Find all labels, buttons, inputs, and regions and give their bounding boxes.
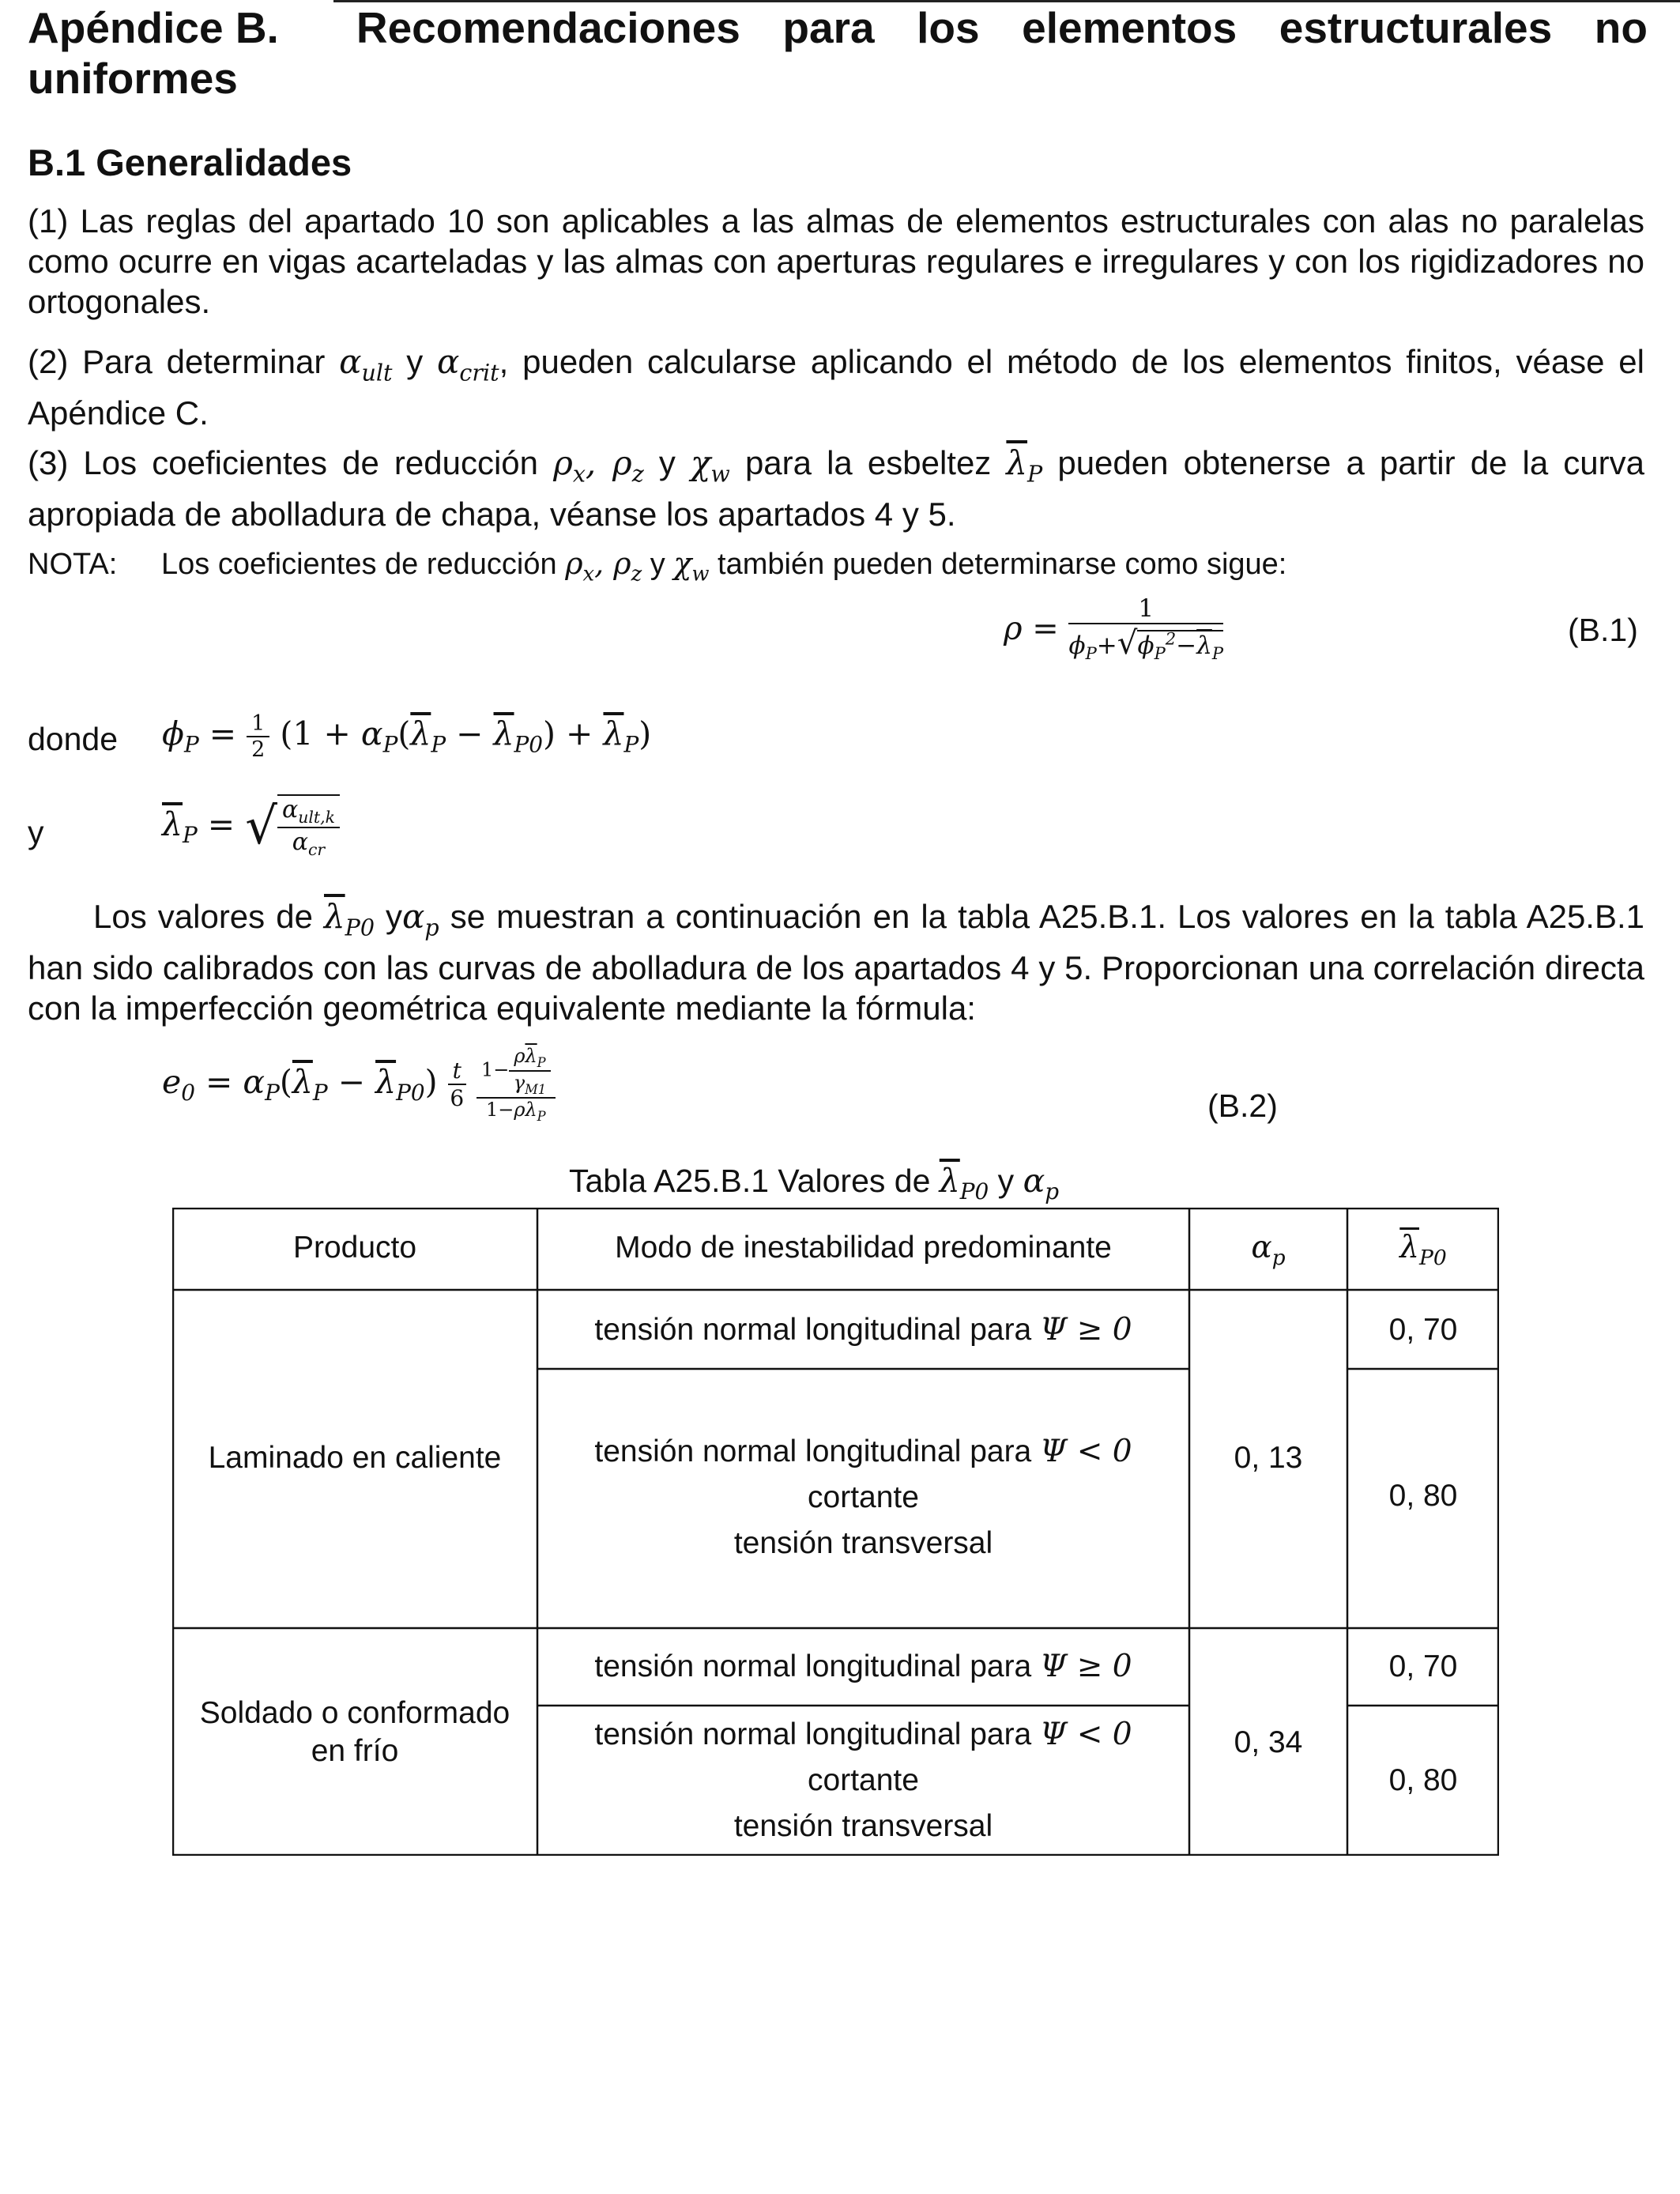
values-table — [172, 1208, 1499, 1856]
appendix-label: Apéndice B. — [28, 3, 279, 52]
paragraph-4: Los valores de $\overline{\lambda}_{P0}$ $y\alpha_p$ se muestran a continuación en la tabla A25.B.1. Los valores en la tabla A25.B.1 han sido calibrados con las curvas de abolladura de los apartados 4 y 5. Proporcionan una correlación directa con la imperfección geométrica equivalente mediante la fórmula: — [28, 897, 1645, 1027]
header-lambda: $\overline{\lambda}_{P0}$ — [1399, 1230, 1447, 1270]
y-label: y — [28, 814, 44, 850]
table-row: tensión normal longitudinal para Ψ ≥ 0 — [594, 1649, 1132, 1684]
header-mode: Modo de inestabilidad predominante — [615, 1231, 1112, 1265]
appendix-heading — [28, 2, 1648, 54]
lambda-value: 0, 70 — [1388, 1649, 1458, 1683]
table-row: tensión normal longitudinal para Ψ < 0 cortante tensión transversal — [594, 1434, 1132, 1560]
paragraph-2: (2) Para determinar $\alpha_{ult}$ y $\alpha_{crit}$, pueden calcularse aplicando el método de los elementos finitos, véase el Apéndice C. — [28, 342, 1644, 432]
formula-b2-number: (B.2) — [1207, 1088, 1278, 1124]
table-caption: Tabla A25.B.1 Valores de $\overline{\lambda}_{P0}$ y $\alpha_p$ — [569, 1162, 1060, 1205]
table-row: tensión normal longitudinal para Ψ < 0 cortante tensión transversal — [594, 1717, 1132, 1843]
paragraph-3: (3) Los coeficientes de reducción $\rho_x$, $\rho_z$ y $\chi_w$ para la esbeltez $\overline{\lambda}_P$ pueden obtenerse a partir de la curva apropiada de abolladura de chapa, véanse los apartados 4 y 5. — [28, 443, 1644, 533]
formula-phi: $\phi_P$ = $\frac{1}{2}$ $(1 + \alpha_P(\overline{\lambda}_P - \overline{\lambda}_{P0}) + \overline{\lambda}_P)$ — [162, 711, 652, 762]
nota-label: NOTA: — [28, 548, 118, 581]
table-row: tensión normal longitudinal para Ψ ≥ 0 — [594, 1312, 1132, 1348]
formula-b1: ρ = $\frac{1}{\phi_P+√\phi_P^2-\overline{\lambda}_P}$ — [1004, 594, 1224, 664]
nota: NOTA: Los coeficientes de reducción $\rho_x$, $\rho_z$ y $\chi_w$ también pueden determinarse como sigue: — [28, 546, 1287, 586]
paragraph-1: (1) Las reglas del apartado 10 son aplicables a las almas de elementos estructurales con alas no paralelas como ocurre en vigas acarteladas y las almas con aperturas regulares e irregulares y con los rigidizadores no ortogonales. — [28, 202, 1644, 320]
section-title: B.1 Generalidades — [28, 141, 352, 183]
appendix-title: Recomendaciones para los elementos estructurales no — [356, 3, 1648, 52]
formula-lambda: $\overline{\lambda}_P$ = √ $\frac{\alpha_{ult,k}}{\alpha_{cr}}$ — [162, 794, 340, 859]
product-hot-rolled: Laminado en caliente — [208, 1441, 502, 1475]
product-welded-cold-formed: Soldado o conformado en frío — [199, 1696, 510, 1768]
lambda-value: 0, 70 — [1388, 1313, 1458, 1347]
header-product: Producto — [292, 1231, 417, 1265]
alpha-value: 0, 34 — [1234, 1725, 1303, 1759]
lambda-value: 0, 80 — [1388, 1479, 1458, 1513]
header-alpha: $\alpha_p$ — [1251, 1230, 1286, 1270]
alpha-value: 0, 13 — [1234, 1441, 1303, 1475]
lambda-value: 0, 80 — [1388, 1763, 1458, 1797]
formula-b2: $e_0 = \alpha_P(\overline{\lambda}_P - \overline{\lambda}_{P0})$ $\frac{t}{6}$ 1− $\frac{\rho\overline{\lambda}_P}{\gamma_{M1}}$ $1-\rho\overline{\lambda}_P$ — [162, 1045, 556, 1123]
appendix-title-line2: uniformes — [28, 54, 238, 103]
formula-b1-number: (B.1) — [1568, 612, 1638, 648]
donde-label: donde — [28, 721, 119, 757]
